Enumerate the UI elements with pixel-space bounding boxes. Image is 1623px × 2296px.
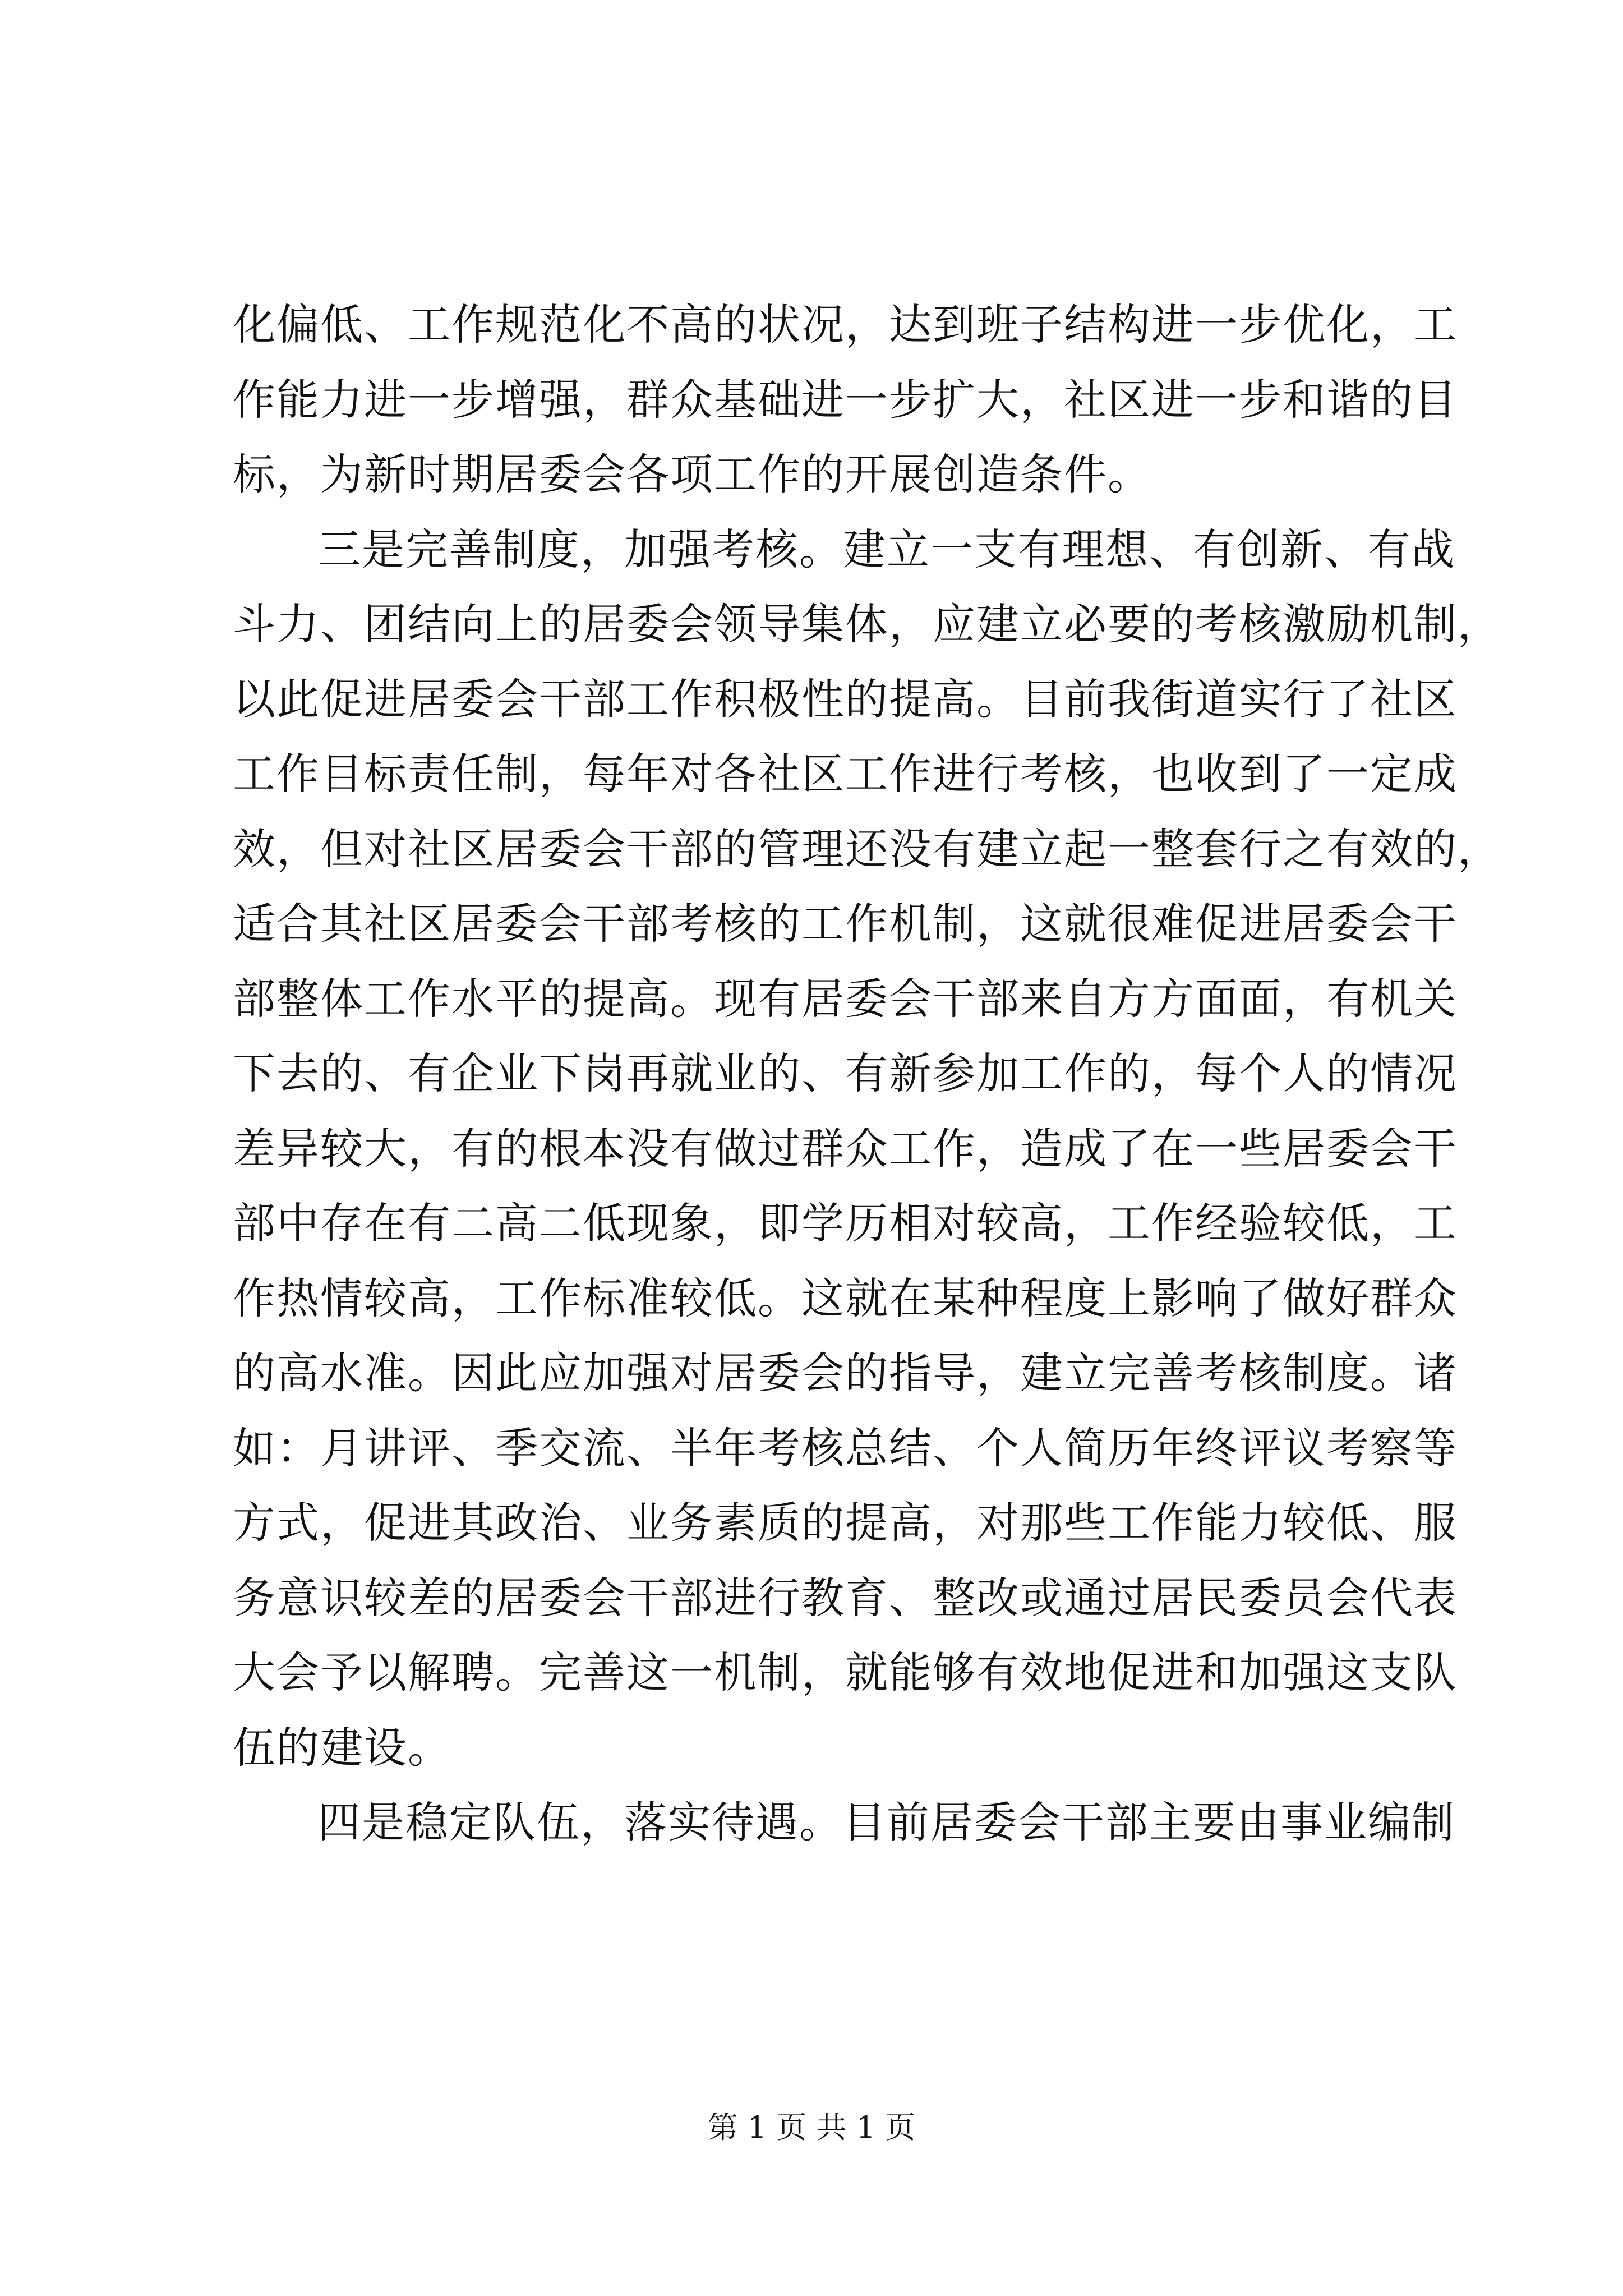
- paragraph-2-line-15: 务意识较差的居委会干部进行教育、整改或通过居民委员会代表: [233, 1572, 1458, 1623]
- paragraph-2-line-12: 的高水准。因此应加强对居委会的指导，建立完善考核制度。诸: [233, 1348, 1458, 1398]
- paragraph-2-line-2: 斗力、团结向上的居委会领导集体，应建立必要的考核激励机制，: [233, 599, 1501, 649]
- paragraph-2-line-8: 下去的、有企业下岗再就业的、有新参加工作的，每个人的情况: [233, 1048, 1458, 1098]
- paragraph-2-line-5: 效，但对社区居委会干部的管理还没有建立起一整套行之有效的，: [233, 823, 1501, 874]
- paragraph-2-line-16: 大会予以解聘。完善这一机制，就能够有效地促进和加强这支队: [233, 1648, 1458, 1697]
- page-footer: [0, 2108, 1623, 2147]
- paragraph-1-line-3: 标，为新时期居委会各项工作的开展创造条件。: [233, 449, 1151, 499]
- page-number: 第 1 页 共 1 页: [707, 2110, 916, 2145]
- paragraph-3-line-1: 四是稳定队伍，落实待遇。目前居委会干部主要由事业编制: [318, 1797, 1455, 1847]
- paragraph-2-line-10: 部中存在有二高二低现象，即学历相对较高，工作经验较低，工: [233, 1198, 1458, 1248]
- paragraph-2-line-9: 差异较大，有的根本没有做过群众工作，造成了在一些居委会干: [233, 1123, 1458, 1174]
- paragraph-2-line-3: 以此促进居委会干部工作积极性的提高。目前我街道实行了社区: [233, 674, 1458, 724]
- paragraph-1-line-2: 作能力进一步增强，群众基础进一步扩大，社区进一步和谐的目: [233, 374, 1458, 425]
- paragraph-2-line-4: 工作目标责任制，每年对各社区工作进行考核，也收到了一定成: [233, 749, 1458, 799]
- paragraph-2-line-11: 作热情较高，工作标准较低。这就在某种程度上影响了做好群众: [233, 1273, 1458, 1323]
- paragraph-2-line-6: 适合其社区居委会干部考核的工作机制，这就很难促进居委会干: [233, 899, 1458, 949]
- paragraph-2-line-17: 伍的建设。: [233, 1722, 451, 1773]
- paragraph-2-line-14: 方式，促进其政治、业务素质的提高，对那些工作能力较低、服: [233, 1498, 1458, 1548]
- paragraph-2-line-1: 三是完善制度，加强考核。建立一支有理想、有创新、有战: [318, 524, 1455, 574]
- paragraph-1-line-1: 化偏低、工作规范化不高的状况，达到班子结构进一步优化，工: [233, 300, 1458, 349]
- document-body: [233, 287, 1501, 1860]
- paragraph-2-line-7: 部整体工作水平的提高。现有居委会干部来自方方面面，有机关: [233, 973, 1458, 1024]
- paragraph-2-line-13: 如：月讲评、季交流、半年考核总结、个人简历年终评议考察等: [233, 1423, 1458, 1473]
